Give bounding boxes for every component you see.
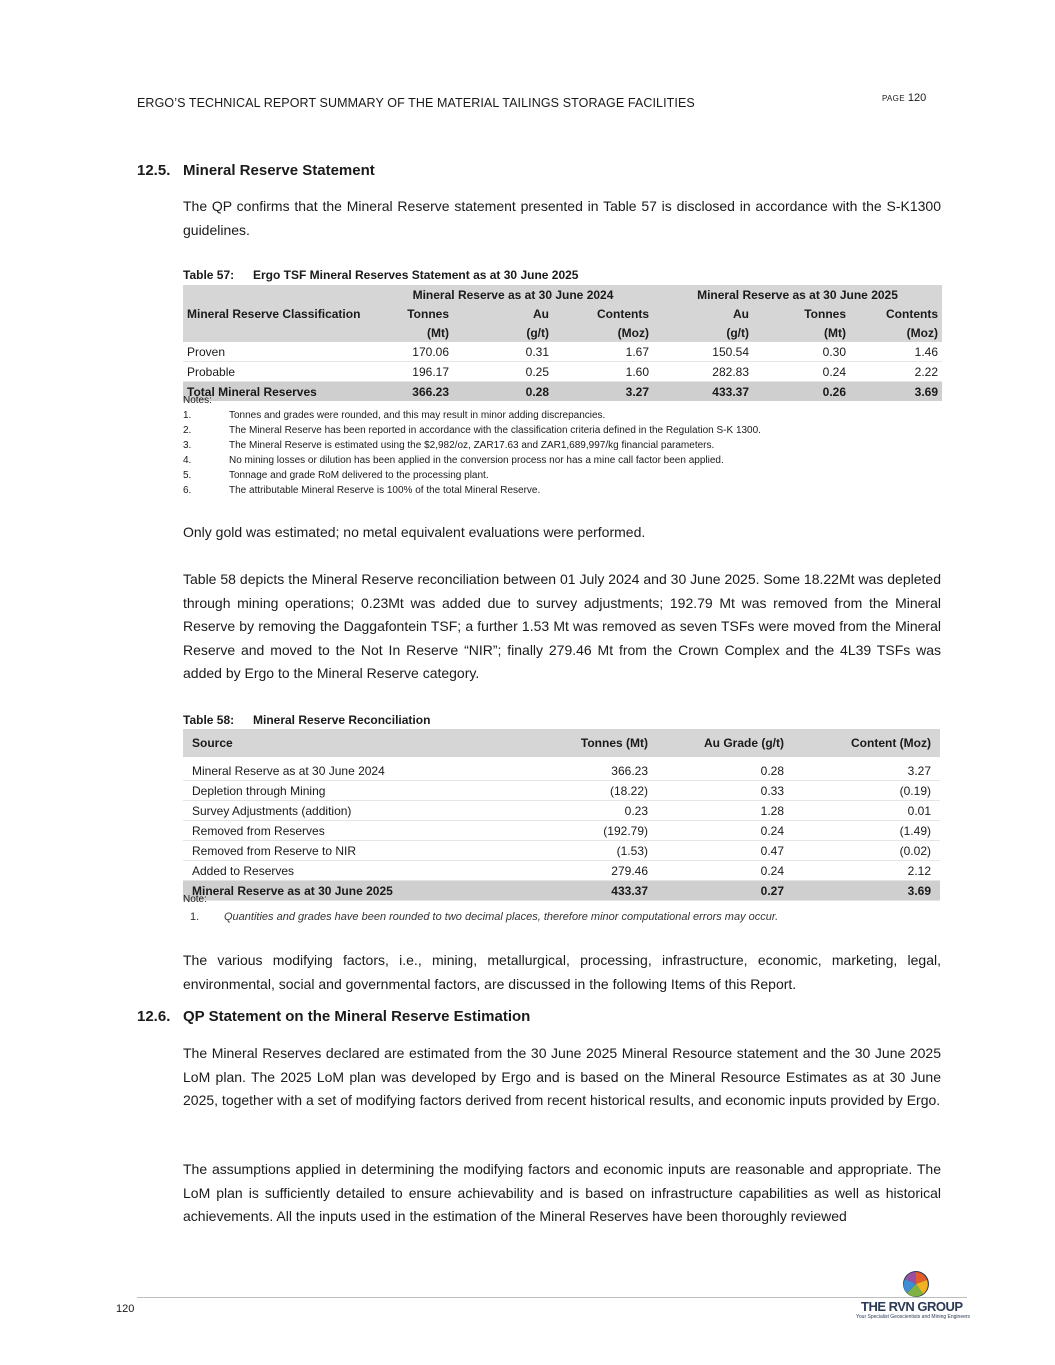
column-header: Source xyxy=(183,729,523,757)
footer-divider xyxy=(137,1297,967,1298)
table-row: Survey Adjustments (addition) 0.23 1.28 0.01 xyxy=(183,801,940,821)
column-header: Tonnes xyxy=(753,304,850,323)
qp-statement-paragraph-2: The assumptions applied in determining the modifying factors and economic inputs are reasonable and appropriate. The LoM plan is sufficiently detailed to ensure achievability and is based on infrastructure capabilities as well as historical achievements. All the inputs used in the estimation of the Mineral Reserves have been thoroughly reviewed xyxy=(183,1161,941,1224)
page-number: 120 xyxy=(907,92,927,104)
note-item: 1. Tonnes and grades were rounded, and this may result in minor adding discrepancies. xyxy=(183,410,606,421)
total-row: Mineral Reserve as at 30 June 2025 433.37 0.27 3.69 xyxy=(183,881,940,901)
table-row: Mineral Reserve as at 30 June 2024 366.23 0.28 3.27 xyxy=(183,761,940,781)
column-header: Tonnes (Mt) xyxy=(523,729,657,757)
note-item: 5. Tonnage and grade RoM delivered to the processing plant. xyxy=(183,470,489,481)
column-unit: (Moz) xyxy=(850,323,942,342)
modifying-factors-paragraph: The various modifying factors, i.e., mining, metallurgical, processing, infrastructure, economic, marketing, legal, environmental, social and governmental factors, are discussed in the following Items of this Report. xyxy=(183,952,941,992)
table-row: Removed from Reserve to NIR (1.53) 0.47 (0.02) xyxy=(183,841,940,861)
report-header-title: ERGO’S TECHNICAL REPORT SUMMARY OF THE MATERIAL TAILINGS STORAGE FACILITIES xyxy=(137,96,695,110)
classification-header: Mineral Reserve Classification xyxy=(183,285,373,342)
note-item: 6. The attributable Mineral Reserve is 100% of the total Mineral Reserve. xyxy=(183,485,541,496)
section-heading-12-5: 12.5. Mineral Reserve Statement xyxy=(137,162,375,179)
table-57-caption: Table 57: Ergo TSF Mineral Reserves Statement as at 30 June 2025 xyxy=(183,268,579,282)
column-unit: (g/t) xyxy=(653,323,753,342)
group-header-2024: Mineral Reserve as at 30 June 2024 xyxy=(373,285,653,304)
reconciliation-paragraph: Table 58 depicts the Mineral Reserve reconciliation between 01 July 2024 and 30 June 2025. Some 18.22Mt was depleted through mining operations; 0.23Mt was added due to survey adjustments; 192.79 Mt was removed from the Mineral Reserve by removing the Daggafontein TSF; a further 1.53 Mt was removed as seven TSFs were moved from the Mineral Reserve and moved to the Not In Reserve “NIR”; finally 279.46 Mt from the Crown Complex and the 4L39 TSFs was added by Ergo to the Mineral Reserve category. xyxy=(183,571,941,681)
column-header: Contents xyxy=(553,304,653,323)
rvn-group-logo xyxy=(855,1269,977,1323)
column-header: Tonnes xyxy=(373,304,453,323)
table-58-caption: Table 58: Mineral Reserve Reconciliation xyxy=(183,713,431,727)
column-header: Au Grade (g/t) xyxy=(657,729,793,757)
section-12-5-intro: The QP confirms that the Mineral Reserve statement presented in Table 57 is disclosed in accordance with the S-K1300 guidelines. xyxy=(183,198,941,238)
footer-page-number: 120 xyxy=(116,1303,135,1315)
note-item: 4. No mining losses or dilution has been applied in the conversion process nor has a mine call factor been applied. xyxy=(183,455,724,466)
column-unit: (g/t) xyxy=(453,323,553,342)
notes-label: Notes: xyxy=(183,395,212,406)
column-unit: (Mt) xyxy=(373,323,453,342)
column-header: Content (Moz) xyxy=(793,729,940,757)
table-row: Removed from Reserves (192.79) 0.24 (1.49) xyxy=(183,821,940,841)
note-item: 2. The Mineral Reserve has been reported in accordance with the classification criteria defined in the Regulation S-K 1300. xyxy=(183,425,761,436)
column-header: Contents xyxy=(850,304,942,323)
column-unit: (Moz) xyxy=(553,323,653,342)
table-row: Depletion through Mining (18.22) 0.33 (0.19) xyxy=(183,781,940,801)
logo-tagline: Your Specialist Geoscientists and Mining Engineers xyxy=(856,1314,971,1320)
table-row: Probable 196.17 0.25 1.60 282.83 0.24 2.22 xyxy=(183,362,942,382)
column-header: Au xyxy=(453,304,553,323)
page-label: PAGE xyxy=(882,94,905,103)
table-57-group-header xyxy=(183,285,942,304)
total-row: Total Mineral Reserves 366.23 0.28 3.27 433.37 0.26 3.69 xyxy=(183,382,942,402)
group-header-2025: Mineral Reserve as at 30 June 2025 xyxy=(653,285,942,304)
note-item: 3. The Mineral Reserve is estimated using the $2,982/oz, ZAR17.63 and ZAR1,689,997/kg financial parameters. xyxy=(183,440,715,451)
gold-estimation-paragraph: Only gold was estimated; no metal equivalent evaluations were performed. xyxy=(183,524,646,540)
column-header: Au xyxy=(653,304,753,323)
logo-wordmark: THE RVN GROUP xyxy=(861,1299,963,1314)
table-58-header xyxy=(183,729,940,757)
note-label: Note: xyxy=(183,894,207,905)
column-unit: (Mt) xyxy=(753,323,850,342)
reserve-reconciliation-table xyxy=(183,729,940,901)
table-row: Added to Reserves 279.46 0.24 2.12 xyxy=(183,861,940,881)
mineral-reserves-table xyxy=(183,285,942,401)
note-item: 1. Quantities and grades have been rounded to two decimal places, therefore minor computational errors may occur. xyxy=(190,911,779,923)
section-heading-12-6: 12.6. QP Statement on the Mineral Reserve Estimation xyxy=(137,1008,531,1025)
logo-mark-icon xyxy=(901,1269,931,1299)
table-58-note xyxy=(183,894,779,923)
qp-statement-paragraph-1: The Mineral Reserves declared are estimated from the 30 June 2025 Mineral Resource statement and the 30 June 2025 LoM plan. The 2025 LoM plan was developed by Ergo and is based on the Mineral Resource Estimates as at 30 June 2025, together with a set of modifying factors derived from recent historical results, and economic inputs provided by Ergo. xyxy=(183,1045,941,1108)
header-page-number xyxy=(882,92,926,104)
table-row: Proven 170.06 0.31 1.67 150.54 0.30 1.46 xyxy=(183,342,942,362)
